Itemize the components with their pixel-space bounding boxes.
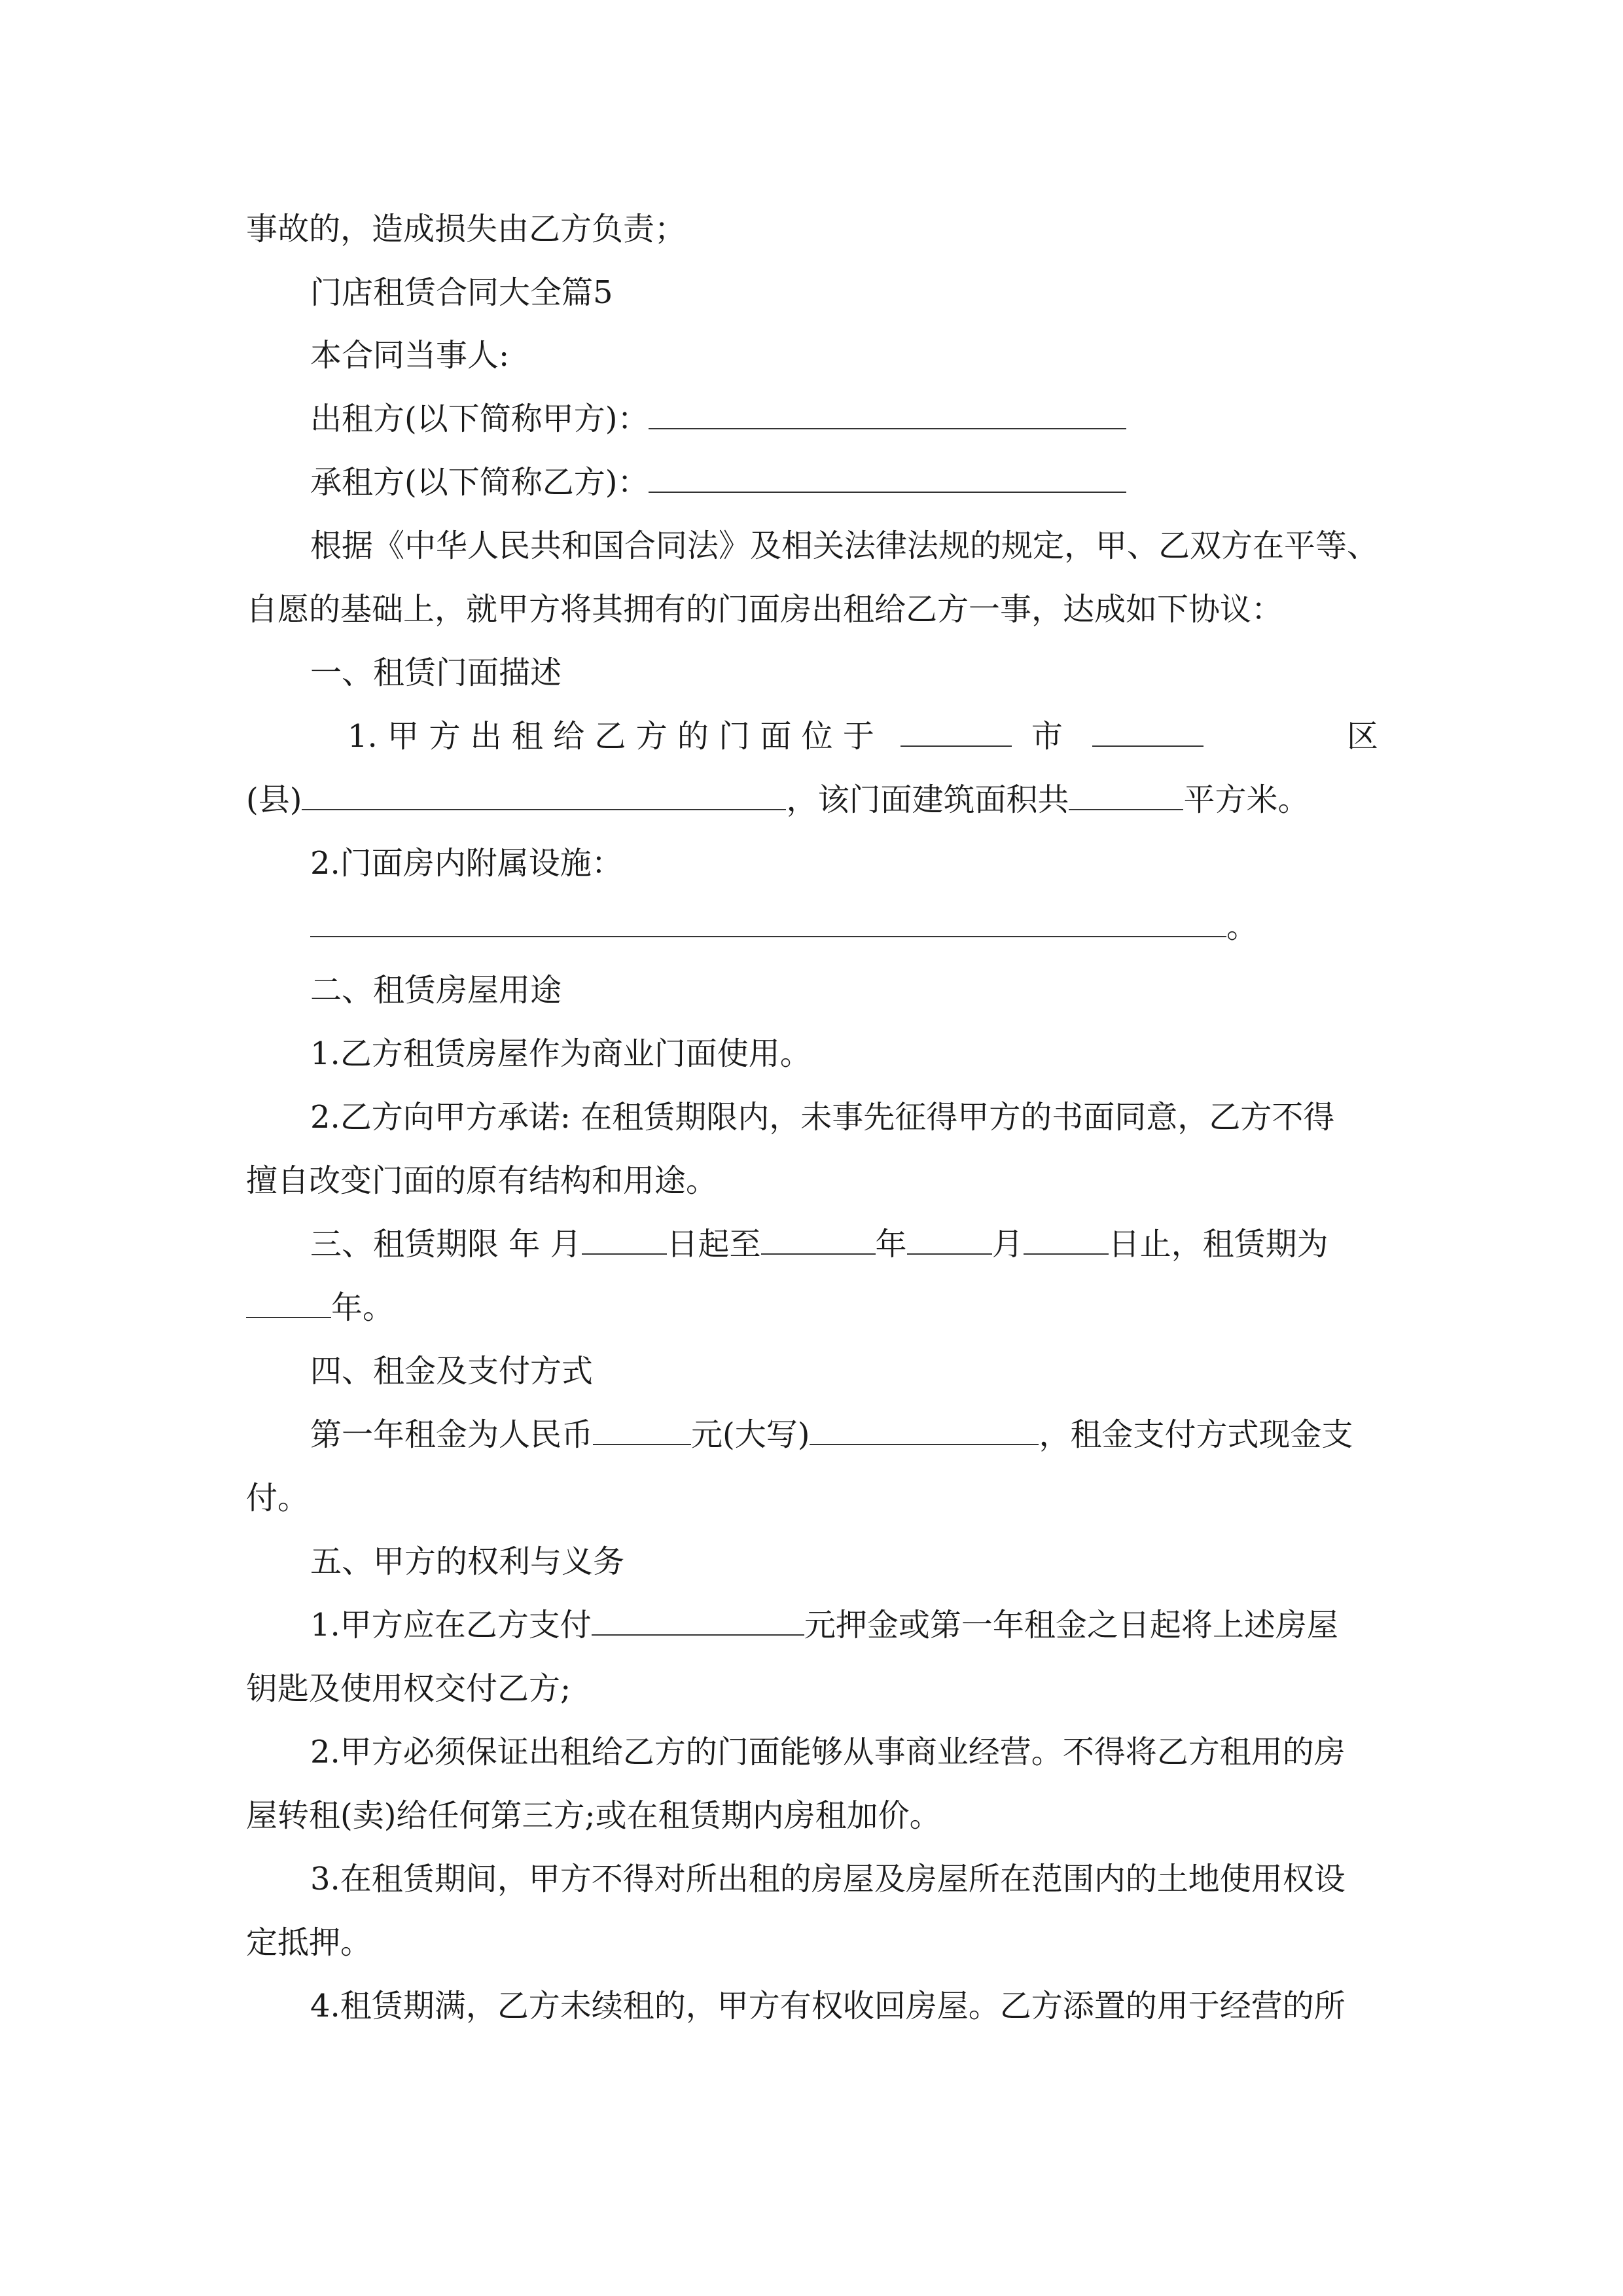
fill-blank	[246, 1291, 331, 1318]
text: 门店租赁合同大全篇5	[310, 274, 613, 311]
text: 。	[1226, 908, 1258, 945]
paragraph-line	[310, 1980, 1346, 2032]
deposit-line	[310, 1599, 1338, 1651]
paragraph-line	[246, 1155, 717, 1207]
fill-blank	[302, 783, 786, 810]
text: 2.门面房内附属设施：	[310, 845, 623, 882]
paragraph-line	[246, 1789, 941, 1842]
rent-line	[310, 1408, 1353, 1461]
paragraph-line	[246, 1472, 309, 1524]
section-heading	[310, 647, 562, 699]
text: (县)	[246, 781, 302, 818]
text: 四、租金及支付方式	[310, 1353, 594, 1390]
paragraph-line	[246, 203, 686, 255]
section-heading	[310, 964, 562, 1016]
term-years-line	[246, 1282, 394, 1334]
text: 元押金或第一年租金之日起将上述房屋	[804, 1607, 1338, 1643]
paragraph-line	[310, 837, 623, 889]
section-heading	[310, 1345, 593, 1397]
text: 根据《中华人民共和国合同法》及相关法律法规的规定，甲、乙双方在平等、	[310, 528, 1379, 564]
text: 本合同当事人:	[310, 337, 510, 374]
paragraph-line	[246, 1916, 372, 1969]
paragraph-line	[310, 520, 1378, 572]
text: 市	[1031, 718, 1063, 755]
text: 日止，租赁期为	[1108, 1226, 1329, 1263]
text: 年	[875, 1226, 907, 1263]
text: ，该门面建筑面积共	[786, 781, 1069, 818]
section-title	[310, 266, 613, 319]
text: 年。	[331, 1289, 395, 1326]
text: 日起至	[666, 1226, 761, 1263]
text: 月	[991, 1226, 1024, 1263]
text: 3.在租赁期间，甲方不得对所出租的房屋及房屋所在范围内的土地使用权设	[310, 1861, 1346, 1897]
fill-blank	[1024, 1227, 1109, 1255]
paragraph-line	[310, 1028, 812, 1080]
fill-blank	[907, 1227, 992, 1255]
fill-blank	[592, 1608, 804, 1636]
text: 区	[1346, 718, 1378, 755]
text: 1. 甲 方 出 租 给 乙 方 的 门 面 位 于	[348, 718, 874, 755]
text: ，租金支付方式现金支	[1039, 1416, 1353, 1453]
location-line	[246, 710, 1378, 762]
paragraph-line	[310, 329, 509, 382]
text: 定抵押。	[246, 1924, 372, 1961]
text: 付。	[246, 1480, 310, 1516]
fill-blank	[649, 465, 1126, 493]
text: 第一年租金为人民币	[310, 1416, 594, 1453]
text: 1.乙方租赁房屋作为商业门面使用。	[310, 1035, 812, 1072]
fill-blank	[1069, 783, 1183, 810]
field-label: 出租方(以下简称甲方)：	[310, 401, 649, 437]
text: 1.甲方应在乙方支付	[310, 1607, 592, 1643]
text: 自愿的基础上，就甲方将其拥有的门面房出租给乙方一事，达成如下协议：	[246, 591, 1283, 628]
text: 2.乙方向甲方承诺: 在租赁期限内，未事先征得甲方的书面同意，乙方不得	[310, 1099, 1335, 1136]
text: 三、租赁期限 年 月	[310, 1226, 582, 1263]
paragraph-line	[246, 1662, 571, 1715]
text: 一、租赁门面描述	[310, 655, 562, 691]
lessor-field	[310, 393, 1126, 445]
fill-blank	[649, 402, 1126, 429]
text: 平方米。	[1183, 781, 1310, 818]
facilities-line	[310, 901, 1258, 953]
text: 事故的，造成损失由乙方负责；	[246, 211, 687, 247]
paragraph-line	[310, 1726, 1346, 1778]
text: 元(大写)	[691, 1416, 810, 1453]
text: 擅自改变门面的原有结构和用途。	[246, 1162, 718, 1199]
fill-blank	[810, 1418, 1039, 1445]
text: 4.租赁期满，乙方未续租的，甲方有权收回房屋。乙方添置的用于经营的所	[310, 1988, 1346, 2024]
fill-blank	[593, 1418, 691, 1445]
fill-blank	[582, 1227, 667, 1255]
fill-blank	[310, 910, 1226, 937]
paragraph-line	[310, 1853, 1346, 1905]
fill-blank	[1092, 719, 1204, 747]
paragraph-line	[246, 583, 1283, 636]
text: 2.甲方必须保证出租给乙方的门面能够从事商业经营。不得将乙方租用的房	[310, 1734, 1346, 1770]
term-line	[310, 1218, 1329, 1270]
paragraph-line	[310, 1091, 1334, 1143]
text: 二、租赁房屋用途	[310, 972, 562, 1009]
lessee-field	[310, 456, 1126, 509]
text: 屋转租(卖)给任何第三方;或在租赁期内房租加价。	[246, 1797, 941, 1834]
text: 钥匙及使用权交付乙方;	[246, 1670, 571, 1707]
field-label: 承租方(以下简称乙方)：	[310, 464, 649, 501]
fill-blank	[901, 719, 1012, 747]
area-line	[246, 774, 1310, 826]
text: 五、甲方的权利与义务	[310, 1543, 625, 1580]
fill-blank	[761, 1227, 876, 1255]
section-heading	[310, 1535, 624, 1588]
